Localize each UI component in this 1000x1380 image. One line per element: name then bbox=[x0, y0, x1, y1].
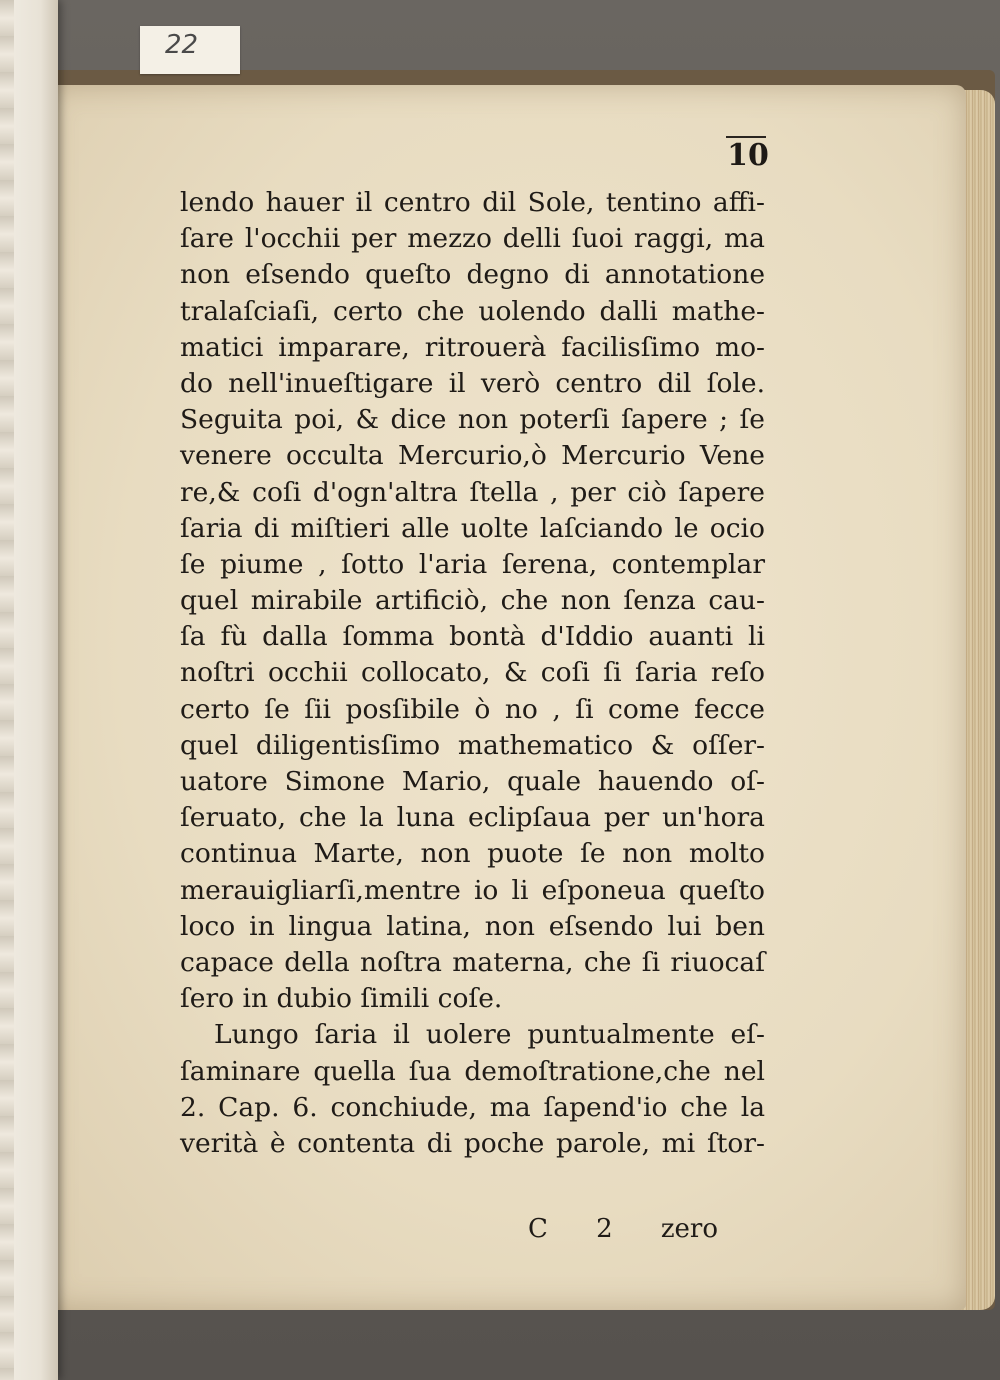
text-line: matici imparare, ritrouerà facilisſimo mo- bbox=[180, 331, 765, 363]
text-line: do nell'inueſtigare il verò centro dil ſole. bbox=[180, 367, 765, 399]
text-line: loco in lingua latina, non eſsendo lui ben bbox=[180, 910, 765, 942]
text-line: ſe piume , ſotto l'aria ſerena, contemplar bbox=[180, 548, 765, 580]
text-line: lendo hauer il centro dil Sole, tentino affi- bbox=[180, 187, 765, 218]
text-line: uatore Simone Mario, quale hauendo oſ- bbox=[180, 766, 765, 797]
text-line: capace della noſtra materna, che ſi riuocaſ bbox=[180, 946, 765, 978]
text-line: merauigliarſi,mentre io li eſponeua queſto bbox=[180, 874, 765, 906]
page-number: 10 bbox=[727, 138, 769, 173]
text-line: quel mirabile artificiò, che non ſenza cau- bbox=[180, 585, 765, 617]
signature-mark: C bbox=[528, 1214, 548, 1244]
page-footer bbox=[528, 1214, 718, 1244]
library-tab-label: 22 bbox=[165, 30, 199, 60]
text-line: ſa fù dalla ſomma bontà d'Iddio auanti li bbox=[180, 621, 765, 653]
text-line: ſeruato, che la luna eclipſaua per un'hora bbox=[180, 802, 765, 834]
text-line: tralaſciaſi, certo che uolendo dalli mathe- bbox=[180, 295, 765, 327]
page-text bbox=[180, 185, 765, 1162]
text-line: Seguita poi, & dice non poterſi ſapere ; ſe bbox=[180, 404, 765, 436]
text-line: certo ſe ſii posſibile ò no , ſi come fecce bbox=[180, 693, 765, 725]
catchword: zero bbox=[660, 1214, 718, 1244]
text-line: continua Marte, non puote ſe non molto bbox=[180, 838, 765, 870]
text-line: venere occulta Mercurio,ò Mercurio Vene bbox=[180, 440, 765, 472]
signature-number: 2 bbox=[596, 1214, 613, 1244]
text-line: Lungo ſaria il uolere puntualmente eſ- bbox=[214, 1019, 765, 1051]
text-line: verità è contenta di poche parole, mi ſtor- bbox=[180, 1127, 765, 1159]
text-line: ſare l'occhii per mezzo delli ſuoi raggi, ma bbox=[180, 223, 765, 255]
text-line: re,& coſi d'ogn'altra ſtella , per ciò ſapere bbox=[180, 476, 765, 508]
text-line: ſero in dubio ſimili coſe. bbox=[180, 983, 503, 1015]
text-line: quel diligentisſimo mathematico & oſſer- bbox=[180, 729, 765, 761]
facing-leaf bbox=[0, 0, 58, 1380]
text-line: 2. Cap. 6. conchiude, ma ſapend'io che la bbox=[180, 1091, 765, 1123]
text-line: noſtri occhii collocato, & coſi ſi ſaria reſo bbox=[180, 657, 765, 689]
text-line: ſaminare quella ſua demoſtratione,che nel bbox=[180, 1055, 765, 1087]
text-line: ſaria di miſtieri alle uolte laſciando le ocio bbox=[180, 512, 765, 544]
text-line: non eſsendo queſto degno di annotatione bbox=[180, 259, 765, 291]
